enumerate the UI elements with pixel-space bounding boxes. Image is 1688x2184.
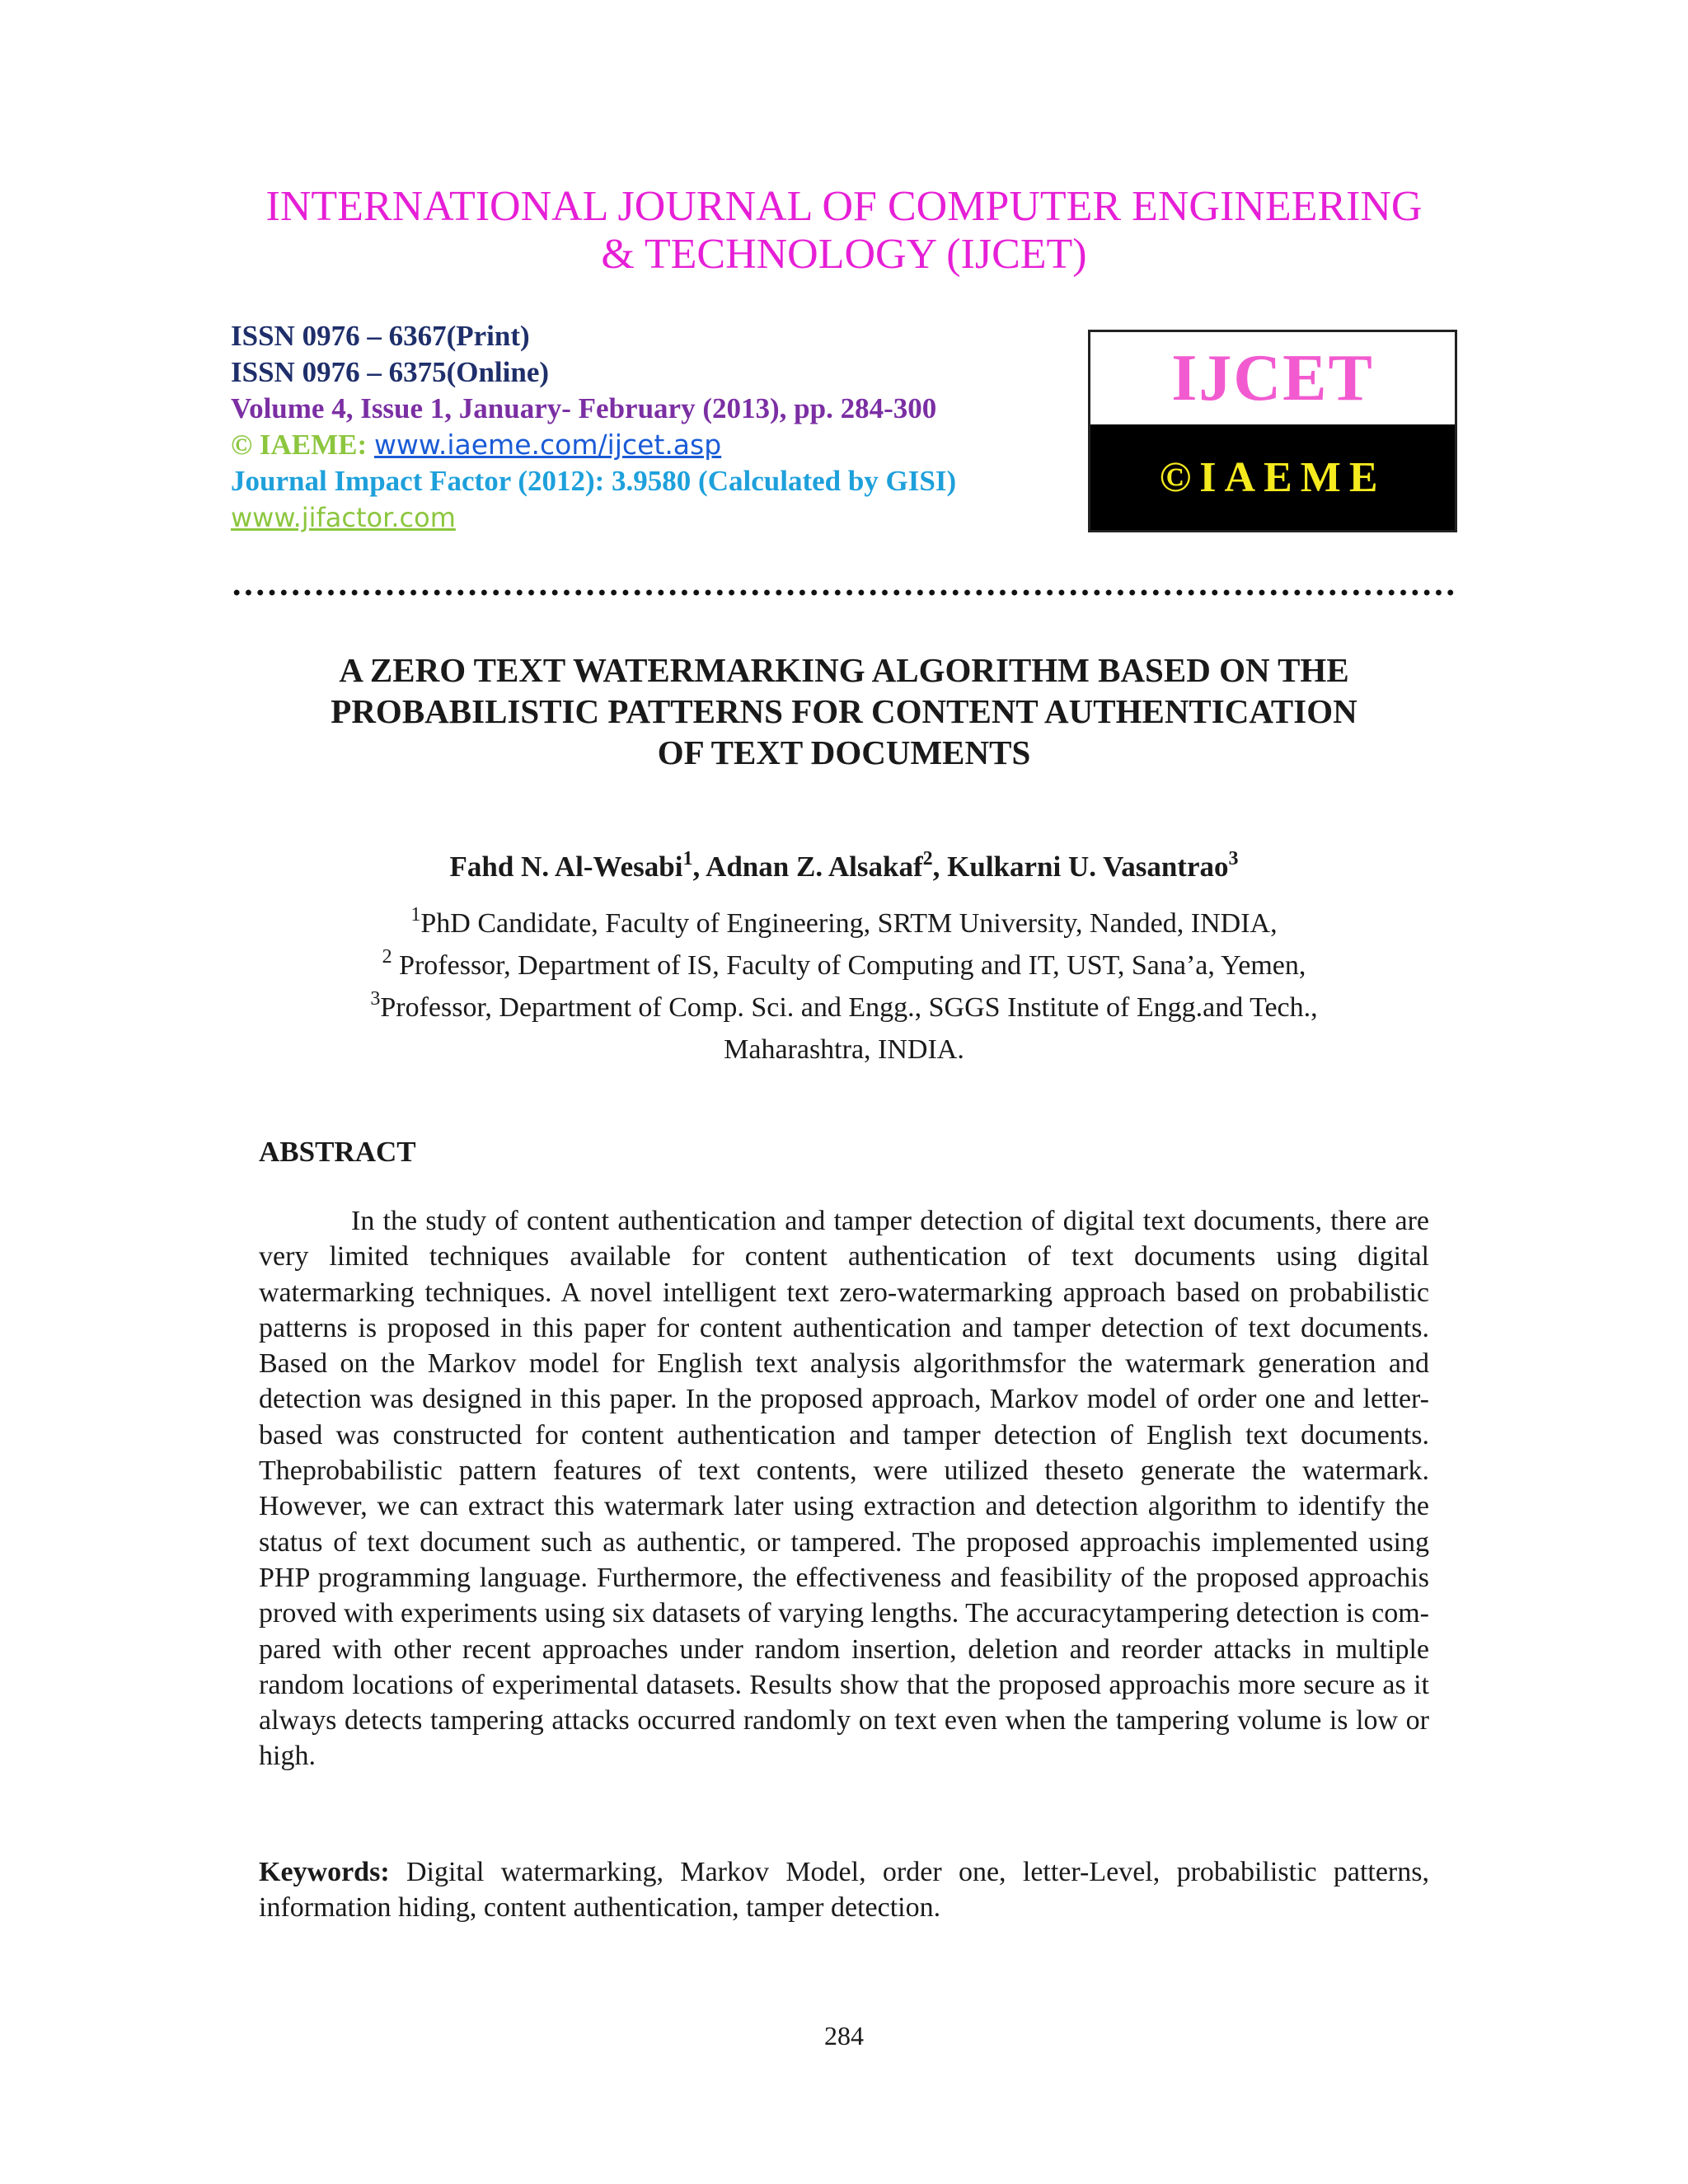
journal-title-line2: & TECHNOLOGY (IJCET) — [601, 231, 1087, 278]
affiliation-text: Professor, Department of Comp. Sci. and Engg., SGGS Institute of Engg.and Tech., — [380, 992, 1318, 1023]
author-name: Fahd N. Al-Wesabi — [449, 851, 683, 883]
author-name: Kulkarni U. Vasantrao — [947, 851, 1229, 883]
affiliation-line — [0, 902, 1688, 944]
abstract-body: In the study of content authentication and tamper detection of digital text documents, there are very limited techniques available for content authentication of text documents using digital watermarking techniques. A novel intelligent text zero-watermarking approach based on probabilistic patterns is proposed in this paper for content authentication and tamper detection of text documents. Based on the Markov model for English text analysis algorithmsfor the watermark generation and detection was designed in this paper. In the proposed approach, Markov model of order one and letter-based was constructed for content authentication and tamper detection of English text documents. Theprobabilistic pattern features of text contents, were utilized theseto generate the watermark. However, we can extract this watermark later using extraction and detection algorithm to identify the status of text document such as authentic, or tampered. The proposed approachis implemented using PHP programming language. Furthermore, the effectiveness and feasibility of the proposed approachis proved with experiments using six datasets of varying lengths. The accuracytampering detection is compared with other recent approaches under random insertion, deletion and reorder attacks in multiple random locations of experimental datasets. Results show that the proposed approachis more secure as it always detects tampering attacks occurred randomly on text even when the tampering volume is low or high. — [259, 1206, 1429, 1772]
affiliations — [0, 902, 1688, 1071]
keywords-label: Keywords: — [259, 1857, 390, 1887]
affiliation-line — [0, 987, 1688, 1029]
keywords-text: Digital watermarking, Markov Model, order one, letter-Level, probabilistic patterns, information hiding, content authentication, tamper detection. — [259, 1857, 1429, 1924]
author-list — [0, 849, 1688, 885]
journal-title — [0, 183, 1688, 279]
jif-line — [231, 499, 956, 536]
journal-title-line1: INTERNATIONAL JOURNAL OF COMPUTER ENGINEERING — [265, 183, 1423, 230]
ijcet-logo — [1088, 330, 1457, 532]
logo-top-text: IJCET — [1171, 341, 1374, 415]
journal-info — [231, 318, 956, 536]
volume-info: Volume 4, Issue 1, January- February (2013), pp. 284-300 — [231, 392, 937, 424]
affiliation-line — [0, 944, 1688, 987]
affiliation-text: Professor, Department of IS, Faculty of Computing and IT, UST, Sana’a, Yemen, — [392, 950, 1306, 981]
page-number: 284 — [824, 2021, 864, 2050]
publisher-link[interactable]: www.iaeme.com/ijcet.asp — [373, 429, 722, 461]
impact-factor: Journal Impact Factor (2012): 3.9580 (Calculated by GISI) — [231, 465, 957, 497]
author-sep: , — [692, 851, 706, 883]
issn-online: ISSN 0976 – 6375(Online) — [231, 356, 550, 388]
paper-title-line1: A ZERO TEXT WATERMARKING ALGORITHM BASED ON THE — [339, 651, 1349, 689]
jif-link[interactable]: www.jifactor.com — [231, 502, 456, 533]
publisher-line — [231, 427, 956, 463]
paper-title — [0, 649, 1688, 773]
abstract-heading: ABSTRACT — [259, 1136, 416, 1168]
dotted-separator — [231, 588, 1459, 597]
author-sep: , — [932, 851, 948, 883]
author-sup: 3 — [1228, 848, 1239, 869]
author-sup: 1 — [682, 848, 693, 869]
affiliation-sup: 1 — [410, 904, 421, 926]
affiliation-sup: 3 — [370, 988, 381, 1010]
logo-bottom-text: ©IAEME — [1090, 424, 1455, 530]
affiliation-text: PhD Candidate, Faculty of Engineering, SRTM University, Nanded, INDIA, — [420, 908, 1278, 939]
affiliation-sup: 2 — [382, 946, 392, 968]
paper-title-line3: OF TEXT DOCUMENTS — [657, 733, 1031, 771]
keywords — [259, 1854, 1429, 1926]
issn-print: ISSN 0976 – 6367(Print) — [231, 320, 530, 352]
author-name: Adnan Z. Alsakaf — [706, 851, 923, 883]
author-sup: 2 — [922, 848, 933, 869]
paper-title-line2: PROBABILISTIC PATTERNS FOR CONTENT AUTHENTICATION — [331, 692, 1357, 730]
affiliation-tail: Maharashtra, INDIA. — [724, 1034, 964, 1065]
publisher-prefix: © IAEME: — [231, 429, 368, 461]
